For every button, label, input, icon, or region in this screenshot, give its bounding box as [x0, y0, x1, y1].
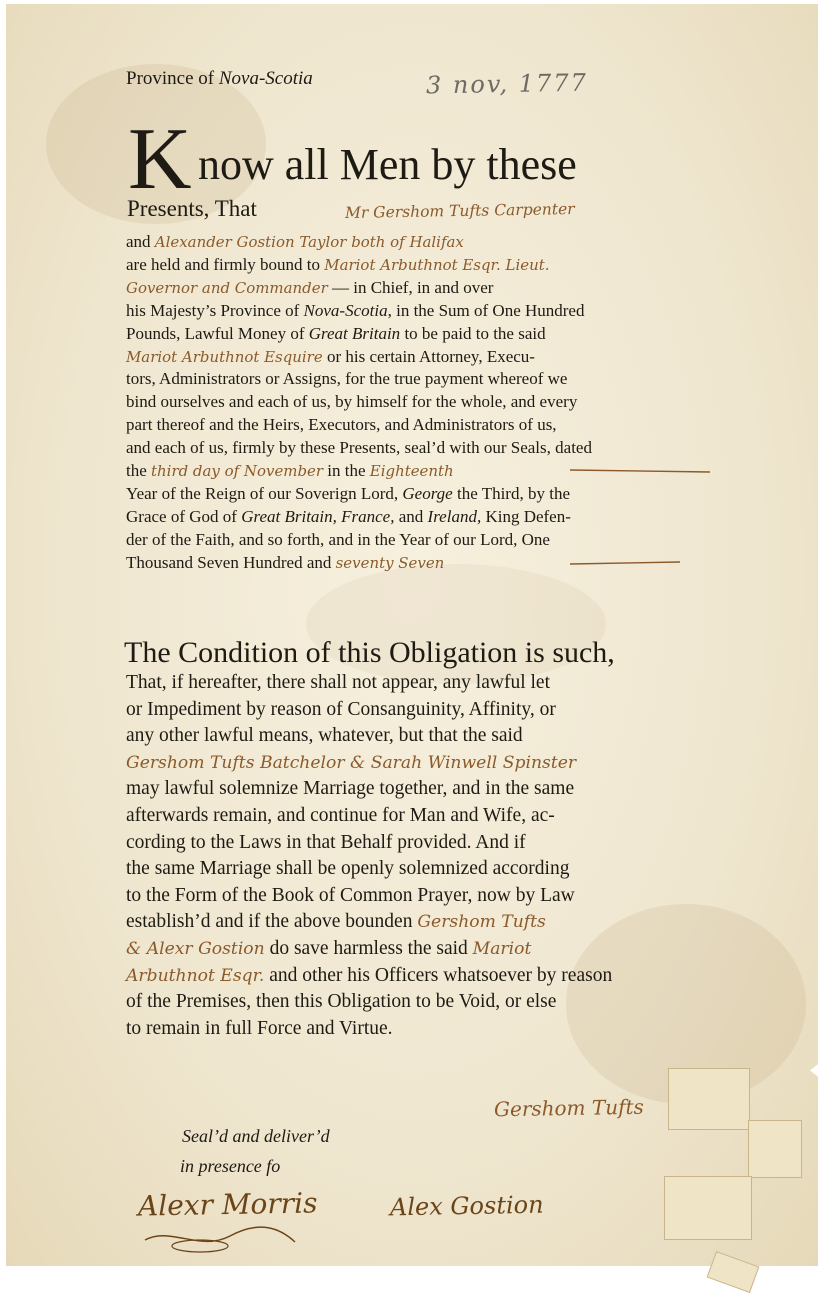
- text-line: [126, 965, 612, 987]
- text-line: [126, 301, 584, 321]
- printed-text: Pounds, Lawful Money of: [126, 323, 309, 343]
- presents-that: Presents, That: [127, 196, 257, 221]
- signature-gershom: Gershom Tufts: [493, 1094, 645, 1122]
- handwritten-entry: Gershom Tufts: [417, 912, 546, 933]
- text-line: [126, 232, 464, 252]
- printed-text: part thereof and the Heirs, Executors, and Administrators of us,: [126, 415, 557, 435]
- text-line: [126, 778, 574, 800]
- printed-text: Thousand Seven Hundred and: [126, 552, 336, 572]
- text-line: [126, 885, 575, 907]
- printed-text: are held and firmly bound to: [126, 254, 325, 274]
- text-line: [126, 1018, 393, 1040]
- text-line: [126, 725, 523, 747]
- printed-text: or his certain Attorney, Execu-: [322, 346, 535, 366]
- handwritten-entry: Mariot Arbuthnot Esquire: [126, 347, 323, 366]
- text-line: [126, 369, 567, 389]
- printed-text: That, if hereafter, there shall not appear, any lawful let: [126, 672, 550, 693]
- printed-text: of the Premises, then this Obligation to be Void, or else: [126, 991, 557, 1013]
- text-line: [126, 991, 556, 1013]
- text-line: [126, 805, 555, 827]
- printed-text: King Defen-: [481, 506, 571, 526]
- text-line: [126, 911, 546, 933]
- bond-heading: now all Men by these: [198, 140, 577, 189]
- text-line: [126, 392, 577, 412]
- printed-text: and other his Officers whatsoever by reason: [264, 964, 613, 986]
- seal-tab: [748, 1120, 802, 1178]
- handwritten-entry: Gershom Tufts Batchelor & Sarah Winwell Spinster: [126, 752, 577, 773]
- text-line: [126, 438, 592, 458]
- province-line: [126, 68, 313, 90]
- seal-tab: [668, 1068, 750, 1130]
- condition-heading: The Condition of this Obligation is such,: [124, 636, 615, 669]
- handwritten-entry: Mariot: [472, 939, 532, 959]
- text-line: [126, 938, 531, 960]
- province-name: Nova-Scotia: [218, 68, 313, 89]
- printed-text: Year of the Reign of our Soverign Lord,: [126, 483, 403, 503]
- printed-italic: George: [402, 483, 453, 503]
- ink-underlines: [480, 468, 720, 578]
- printed-text: establish’d and if the above bounden: [126, 911, 418, 933]
- handwritten-entry: Alexander Gostion Taylor both of Halifax: [154, 233, 464, 251]
- printed-text: , in the Sum of One Hundred: [387, 300, 585, 320]
- printed-text: cording to the Laws in that Behalf provided. And if: [126, 831, 526, 853]
- printed-text: to the Form of the Book of Common Prayer, now by Law: [126, 884, 575, 906]
- printed-text: afterwards remain, and continue for Man and Wife, ac-: [126, 805, 555, 826]
- printed-text: — in Chief, in and over: [327, 277, 494, 297]
- printed-text: his Majesty’s Province of: [126, 300, 304, 320]
- text-line: [126, 752, 576, 774]
- printed-text: and: [394, 506, 428, 526]
- handwritten-entry: Mariot Arbuthnot Esqr. Lieut.: [324, 255, 550, 274]
- handwritten-entry: & Alexr Gostion: [126, 939, 265, 959]
- text-line: [126, 347, 535, 367]
- signature-flourish: [140, 1222, 300, 1256]
- handwritten-entry: Governor and Commander: [126, 278, 328, 297]
- text-line: [126, 832, 526, 854]
- printed-italic: Ireland,: [427, 506, 482, 526]
- text-line: [126, 553, 444, 573]
- text-line: [126, 699, 556, 721]
- printed-text: and each of us, firmly by these Presents, seal’d with our Seals, dated: [126, 438, 592, 458]
- printed-italic: Great Britain, France,: [241, 506, 395, 526]
- signature-witness: Alexr Morris: [137, 1186, 318, 1223]
- text-line: [126, 415, 557, 435]
- printed-text: bind ourselves and each of us, by himself for the whole, and every: [126, 392, 578, 412]
- printed-text: the: [126, 461, 152, 480]
- seal-line-2: in presence fo: [180, 1156, 281, 1176]
- printed-text: or Impediment by reason of Consanguinity, Affinity, or: [126, 698, 556, 720]
- signature-gostion: Alex Gostion: [389, 1190, 544, 1222]
- seal-tab: [664, 1176, 752, 1240]
- printed-text: the Third, by the: [452, 483, 570, 503]
- text-line: [126, 672, 550, 694]
- date-note: 3 nov, 1777: [425, 68, 589, 100]
- printed-text: and: [126, 232, 155, 251]
- printed-text: tors, Administrators or Assigns, for the true payment whereof we: [126, 369, 568, 389]
- printed-italic: Nova-Scotia: [303, 300, 388, 320]
- drop-initial: K: [128, 111, 192, 208]
- text-line: [126, 858, 569, 880]
- handwritten-entry: seventy Seven: [335, 553, 445, 572]
- printed-text: the same Marriage shall be openly solemnized according: [126, 858, 570, 880]
- handwritten-entry: Eighteenth: [369, 462, 454, 480]
- handwritten-entry: third day of November: [151, 462, 324, 480]
- printed-text: do save harmless the said: [264, 938, 473, 959]
- printed-italic: Great Britain: [308, 323, 401, 343]
- printed-text: in the: [323, 461, 370, 480]
- printed-text: to remain in full Force and Virtue.: [126, 1017, 393, 1039]
- printed-text: to be paid to the said: [400, 323, 546, 343]
- printed-text: der of the Faith, and so forth, and in the Year of our Lord, One: [126, 529, 550, 549]
- printed-text: may lawful solemnize Marriage together, and in the same: [126, 778, 575, 800]
- text-line: [126, 255, 550, 275]
- text-line: [126, 461, 454, 481]
- seal-line-1: Seal’d and deliver’d: [182, 1126, 330, 1146]
- printed-text: Grace of God of: [126, 506, 242, 526]
- printed-text: any other lawful means, whatever, but that the said: [126, 725, 523, 747]
- handwritten-entry: Arbuthnot Esqr.: [126, 965, 265, 986]
- handwritten-name: Mr Gershom Tufts Carpenter: [344, 199, 575, 223]
- text-line: [126, 324, 546, 344]
- text-line: [126, 278, 493, 298]
- province-prefix: Province of: [126, 68, 215, 89]
